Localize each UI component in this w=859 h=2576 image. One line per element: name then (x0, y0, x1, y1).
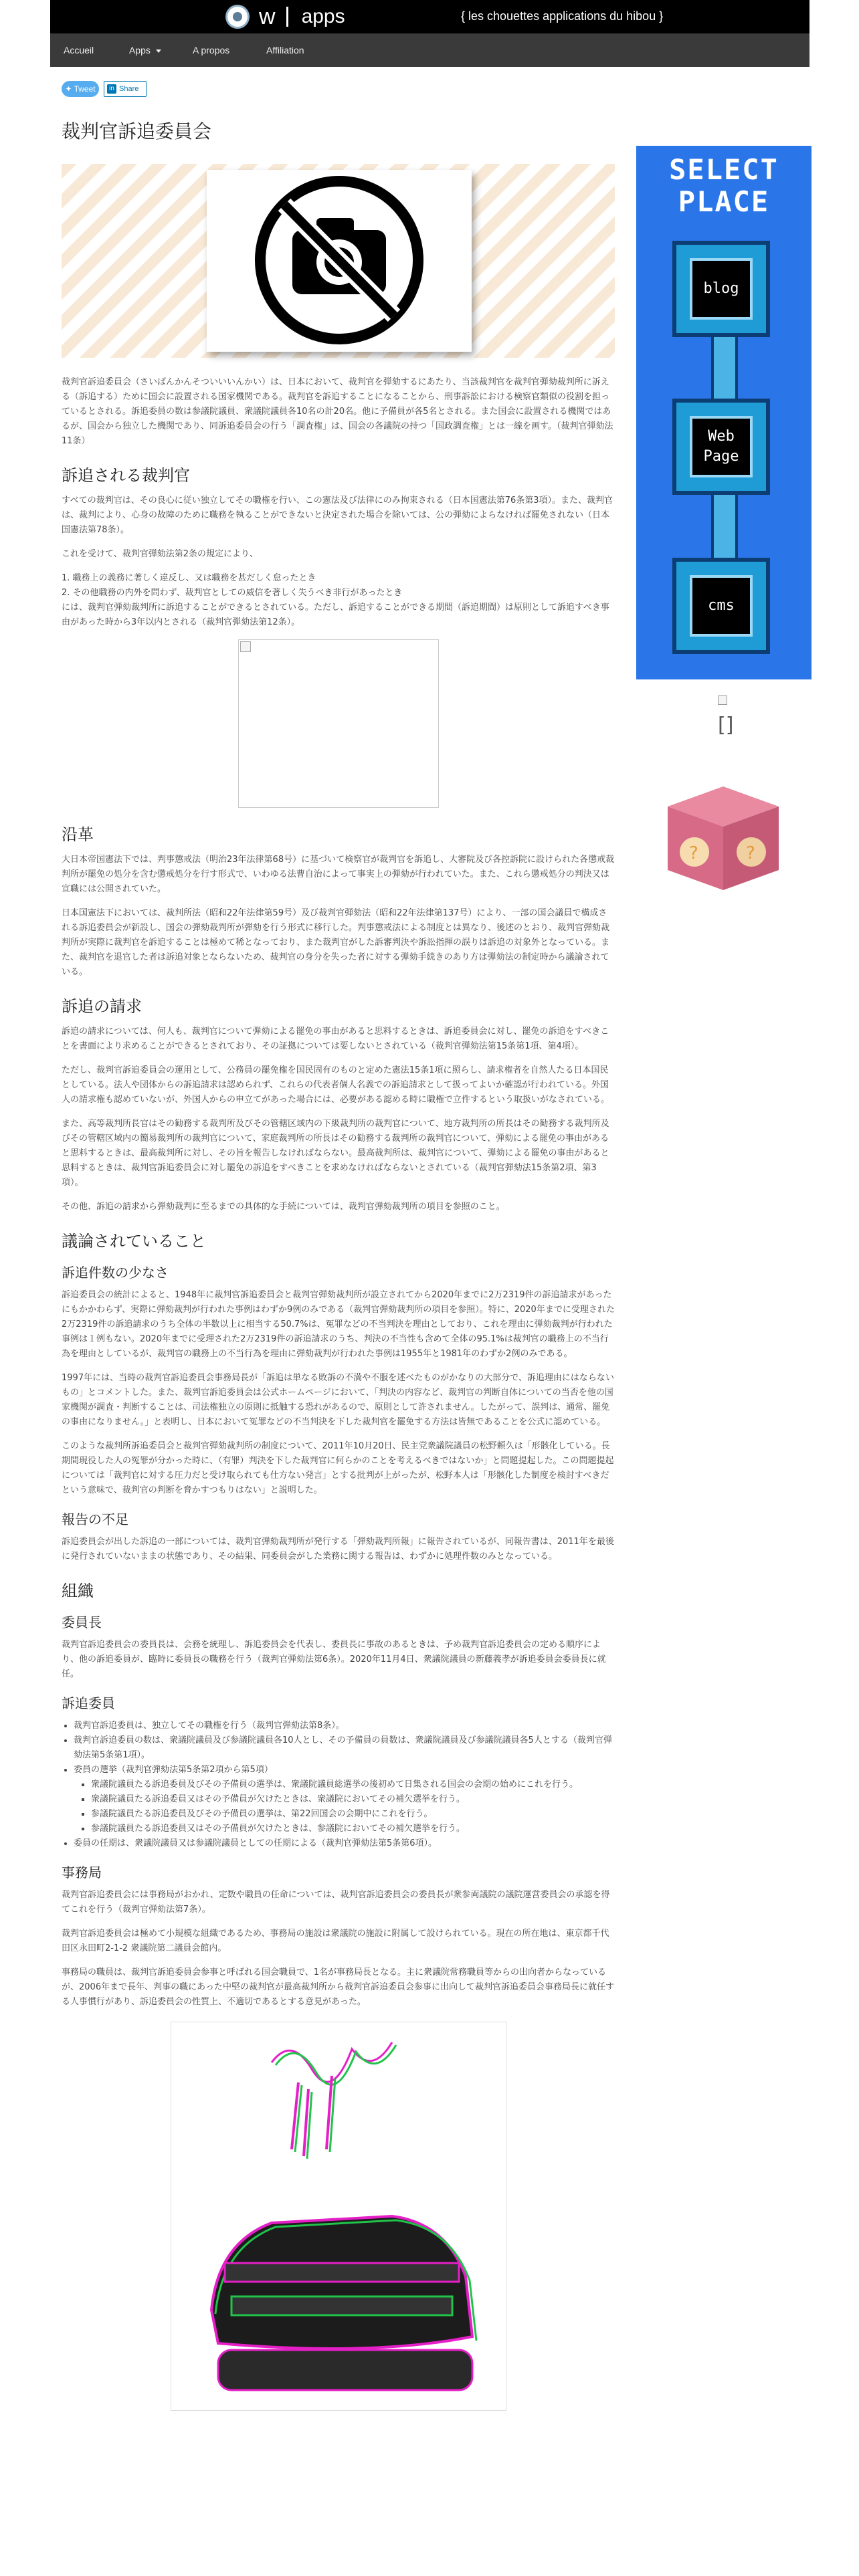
twitter-bird-icon: ✦ (65, 84, 72, 94)
paragraph: 訴追の請求については、何人も、裁判官について弾劾による罷免の事由があると思料するときは、訴追委員会に対し、罷免の訴追をすべきことを書面により求めることができるとされており、その証拠については要しないとされている（裁判官弾劾法第15条第1項、第4項）。 (62, 1027, 609, 1051)
ad-headline-line: PLACE (678, 185, 770, 218)
paragraph: 裁判官訴追委員会の委員長は、会務を統理し、訴追委員会を代表し、委員長に事故のあるときは、予め裁判官訴追委員会の定める順序により、他の訴追委員が、臨時に委員長の職務を行う（裁判官弾劾法第6条）。2020年11月4日、衆議院議員の新藤義孝が訴追委員会委員長に就任。 (62, 1640, 606, 1679)
paragraph: その他、訴追の請求から弾劾裁判に至るまでの具体的な手続については、裁判官弾劾裁判所の項目を参照のこと。 (62, 1202, 505, 1212)
caret-down-icon (156, 49, 161, 53)
ad-tile-label: blog (690, 258, 753, 320)
nav-item-a-propos[interactable] (193, 33, 229, 67)
ad-headline-line: SELECT (669, 153, 779, 186)
paragraph: また、高等裁判所長官はその勧務する裁判所及びその管轄区域内の下級裁判所の裁判官について、地方裁判所の所長はその勧務する裁判所及びその管轄区域内の簡易裁判所の裁判官について、家庭裁判所の所長はその勧務する裁判所の裁判官について、弾劾による罷免の事由があると思料するときは、最高裁判所に対し、その旨を報告しなければならない。最高裁判所は、裁判官について、弾劾による罷免の事由があると思料するときは、裁判官訴追委員会に対し罷免の訴追をすべきことを求めなければならないとされている（裁判官弾劾法15条第2項、第3項）。 (62, 1119, 609, 1188)
paragraph: 1997年には、当時の裁判官訴追委員会事務局長が「訴追は単なる敗訴の不満や不服を述べたものがかなりの大部分で、訴追理由にはならないもの」とコメントした。また、裁判官訴追委員会は公式ホームページにおいて、「判決の内容など、裁判官の判断自体についての当否を他の国家機関が調査・判断することは、司法権独立の原則に抵触する恐れがあるので、原則として許されません。したがって、誤判は、通常、罷免の事由になりません。」と表明し、日本において冤罪などの不当判決を下した裁判官を罷免する方法は皆無であることを公式に認めている。 (62, 1373, 614, 1427)
list-item: • 裁判官訴追委員は、独立してその職権を行う（裁判官弾劾法第8条）。 (74, 1719, 615, 1733)
no-camera-icon (251, 171, 427, 349)
list-item: ▪ 衆議院議員たる訴追委員又はその予備員が欠けたときは、衆議院においてその補欠選挙を行う。 (91, 1792, 615, 1807)
svg-text:?: ? (746, 843, 755, 863)
nav-label: A propos (193, 45, 230, 56)
ad-tile-web-page (672, 399, 770, 495)
ad-tile-label: Web Page (690, 416, 753, 477)
nav-label: Accueil (64, 45, 94, 56)
sidebar-bracket-text: [] (718, 714, 734, 737)
ad-tile-cms (672, 558, 770, 654)
paragraph: 裁判官訴追委員会は極めて小規模な組織であるため、事務局の施設は衆議院の施設に附属して設けられている。現在の所在地は、東京都千代田区永田町2-1-2 衆議院第二議員会館内。 (62, 1929, 609, 1953)
list-item: ▪ 衆議院議員たる訴追委員及びその予備員の選挙は、衆議院議員総選挙の後初めて日集される国会の会期の始めにこれを行う。 (91, 1778, 615, 1792)
article (62, 117, 615, 2411)
paragraph: には、裁判官弾劾裁判所に訴追することができるとされている。ただし、訴追することができる期間（訴追期間）は原則として訴追すべき事由があった時から3年以内とされる（裁判官弾劾法第12条）。 (62, 603, 609, 627)
list-item (74, 1763, 615, 1836)
nav-label: Apps (129, 45, 151, 56)
nav-label: Affiliation (266, 45, 304, 56)
section-title: 組織 (62, 1582, 94, 1600)
nav-item-accueil[interactable] (64, 33, 94, 67)
nav-item-affiliation[interactable] (266, 33, 304, 67)
sneaker-artwork-image (171, 2022, 506, 2411)
hero-card (207, 170, 472, 352)
ad-tile-blog (672, 241, 770, 337)
paragraph: このような裁判所訴追委員会と裁判官弾劾裁判所の制度について、2011年10月20日、民主党衆議院議員の松野頼久は「形骸化している。長期間現役した人の冤罪が分かった時に、（有罪）判決を下した裁判官に何らかのことを考えるべきではないか」と問題提起した。この問題提起については「裁判官に対する圧力だと受け取られても仕方ない発言」とする批判が上がったが、松野本人は「形骸化した制度を検討すべきだという意味で、裁判官の判断を脅かすつもりはない」と説明した。 (62, 1441, 614, 1495)
paragraph: これを受けて、裁判官弾劾法第2条の規定により、 (62, 549, 259, 559)
linkedin-icon: in (107, 84, 116, 94)
paragraph: 事務局の職員は、裁判官訴追委員会参事と呼ばれる国会職員で、1名が事務局長となる。主に衆議院常務職員等からの出向者からなっているが、2006年まで長年、判事の職にあった中堅の裁判官が最高裁判所から裁判官訴追委員会参事に出向して裁判官訴追委員会事務局長に就任する人事慣行があり、訴追委員会の性質上、不適切であるとする意見があった。 (62, 1967, 614, 2007)
logo-text-w: w (259, 3, 276, 29)
main-nav (50, 33, 809, 67)
nav-item-apps[interactable] (129, 33, 161, 67)
sidebar-ad-banner[interactable] (636, 146, 812, 679)
paragraph: ただし、裁判官訴追委員会の運用として、公務員の罷免権を国民固有のものと定めた憲法15条1項に照らし、請求権者を自然人たる日本国民としている。法人や団体からの訴追請求は認められず、これらの代表者個人名義での訴追請求として扱ってよいか確認が行われている。外国人の請求権も認めていないが、外国人からの申立てがあった場合には、必要がある認める時に職権で立件するという取扱いがなされている。 (62, 1065, 609, 1105)
paragraph: 大日本帝国憲法下では、判事懲戒法（明治23年法律第68号）に基づいて検察官が裁判官を訴追し、大審院及び各控訴院に設けられた各懲戒裁判所が罷免の処分を含む懲戒処分を行す形式で、いわゆる法曹自治によって事実上の弾劾が行われていた。また、これら懲戒処分の判決又は宣職には公開されていた。 (62, 855, 615, 894)
tweet-button[interactable] (62, 81, 99, 97)
tweet-label: Tweet (74, 84, 96, 94)
list-item: ▪ 参議院議員たる訴追委員又はその予備員が欠けたときは、参議院においてその補欠選挙を行う。 (91, 1822, 615, 1836)
paragraph: 訴追委員会の統計によると、1948年に裁判官訴追委員会と裁判官弾劾裁判所が設立されてから2020年までに2万2319件の訴追請求があったにもかかわらず、実際に弾劾裁判が行われた事例はわずか9例のみである（裁判官弾劾裁判所の項目を参照）。特に、2020年までに受理された2万2319件の訴追請求のうち全体の半数以上に相当する50.7%は、冤罪などの不当判決を理由としており、これを理由に弾劾裁判が行われた事例は１例もない。2020年までに受理された2万2319件の訴追請求のうち、判決の不当性も含めて全体の95.1%は裁判官の職務上の不当行為を理由としているが、裁判官の職務上の不当行為を理由に弾劾裁判が行われた事例は1955年と1981年のわずか2例のみである。 (62, 1290, 615, 1359)
section-title: 沿革 (62, 826, 94, 844)
logo-text-apps: apps (301, 5, 345, 27)
section-title: 議論されていること (62, 1232, 206, 1251)
ad-tile-label: cms (690, 575, 753, 637)
embedded-image-placeholder (238, 639, 439, 808)
sneaker-illustration (171, 2022, 506, 2410)
ad-headline (636, 154, 812, 218)
owl-logo-icon (225, 5, 250, 29)
broken-image-icon (240, 641, 251, 652)
subsection-title: 委員長 (62, 1616, 102, 1630)
subsection-title: 訴追件数の少なさ (62, 1266, 169, 1281)
paragraph: 訴追委員会が出した訴追の一部については、裁判官弾劾裁判所が発行する「弾劾裁判所報」に報告されているが、同報告書は、2011年を最後に発行されていないままの状態であり、その結果、同委員会がした業務に関する報告は、わずかに処理件数のみとなっている。 (62, 1537, 614, 1562)
site-logo[interactable] (225, 3, 345, 31)
subsection-title: 報告の不足 (62, 1513, 128, 1527)
list-item-text: 委員の選挙（裁判官弾劾法第5条第2項から第5項） (74, 1765, 273, 1775)
share-label: Share (119, 85, 139, 93)
mystery-box-icon[interactable] (654, 780, 792, 893)
intro-paragraph: 裁判官訴追委員会（さいばんかんそついいいんかい）は、日本において、裁判官を弾劾するにあたり、当該裁判官を裁判官弾劾裁判所に訴える（訴追する）ために国会に設置される国家機関である。裁判官を訴追することになることから、刑事訴訟における検察官類似の役割を担っているとされる。訴追委員の数は参議院議員、衆議院議員各10名の計20名。他に予備員が各5名とされる。また国会に設置される機関ではあるが、国会から独立した機関であり、同訴追委員会の行う「調査権」は、国会の各議院の持つ「国政調査権」とは一線を画す。（裁判官弾劾法11条） (62, 377, 613, 446)
site-header (50, 0, 809, 33)
paragraph: 裁判官訴追委員会には事務局がおかれ、定数や職員の任命については、裁判官訴追委員会の委員長が衆参両議院の議院運営委員会の承認を得てこれを行う（裁判官弾劾法第7条）。 (62, 1890, 610, 1915)
list-line: 1. 職務上の義務に著しく違反し、又は職務を甚だしく怠ったとき (62, 573, 316, 583)
bullet-list (62, 1719, 615, 1851)
page-title: 裁判官訴追委員会 (62, 121, 212, 142)
hero-image (62, 164, 615, 358)
linkedin-share-button[interactable] (104, 81, 147, 97)
site-tagline: { les chouettes applications du hibou } (461, 9, 664, 23)
broken-image-icon (718, 695, 727, 705)
list-item: ▪ 参議院議員たる訴追委員及びその予備員の選挙は、第22回国会の会期中にこれを行う。 (91, 1807, 615, 1822)
svg-text:?: ? (689, 843, 698, 863)
paragraph: すべての裁判官は、その良心に従い独立してその職権を行い、この憲法及び法律にのみ拘束される（日本国憲法第76条第3項）。また、裁判官は、裁判により、心身の故障のために職務を執ることができないと決定された場合を除いては、公の弾劾によらなければ罷免されない（日本国憲法第78条）。 (62, 496, 613, 535)
subsection-title: 事務局 (62, 1866, 102, 1881)
list-item: • 委員の任期は、衆議院議員又は参議院議員としての任期による（裁判官弾劾法第5条第6項）。 (74, 1836, 615, 1851)
list-line: 2. その他職務の内外を問わず、裁判官としての威信を著しく失うべき非行があったとき (62, 588, 403, 598)
subsection-title: 訴追委員 (62, 1697, 115, 1711)
paragraph: 日本国憲法下においては、裁判所法（昭和22年法律第59号）及び裁判官弾劾法（昭和22年法律第137号）により、一部の国会議員で構成される訴追委員会が新設し、国会の弾劾裁判所が弾劾を行う形式に移行した。判事懲戒法による制度とは異なり、後述のとおり、裁判官弾劾裁判所が実際に裁判官を訴追することは極めて稀となっており、また裁判官がした訴審判決や訴訟指揮の誤りは訴追の対象外となっている。また、裁判官を退官した者は訴追対象とならないため、裁判官の身分を失った者に対する弾劾手続きのあり方は弾劾法の制定時から議論されている。 (62, 908, 610, 977)
list-item: • 裁判官訴追委員の数は、衆議院議員及び参議院議員各10人とし、その予備員の員数は、衆議院議員及び参議院議員各5人とする（裁判官弾劾法第5条第1項）。 (74, 1733, 615, 1763)
logo-divider (286, 7, 288, 27)
nested-list (74, 1778, 615, 1836)
section-title: 訴追される裁判官 (62, 467, 190, 485)
section-title: 訴追の請求 (62, 998, 142, 1016)
